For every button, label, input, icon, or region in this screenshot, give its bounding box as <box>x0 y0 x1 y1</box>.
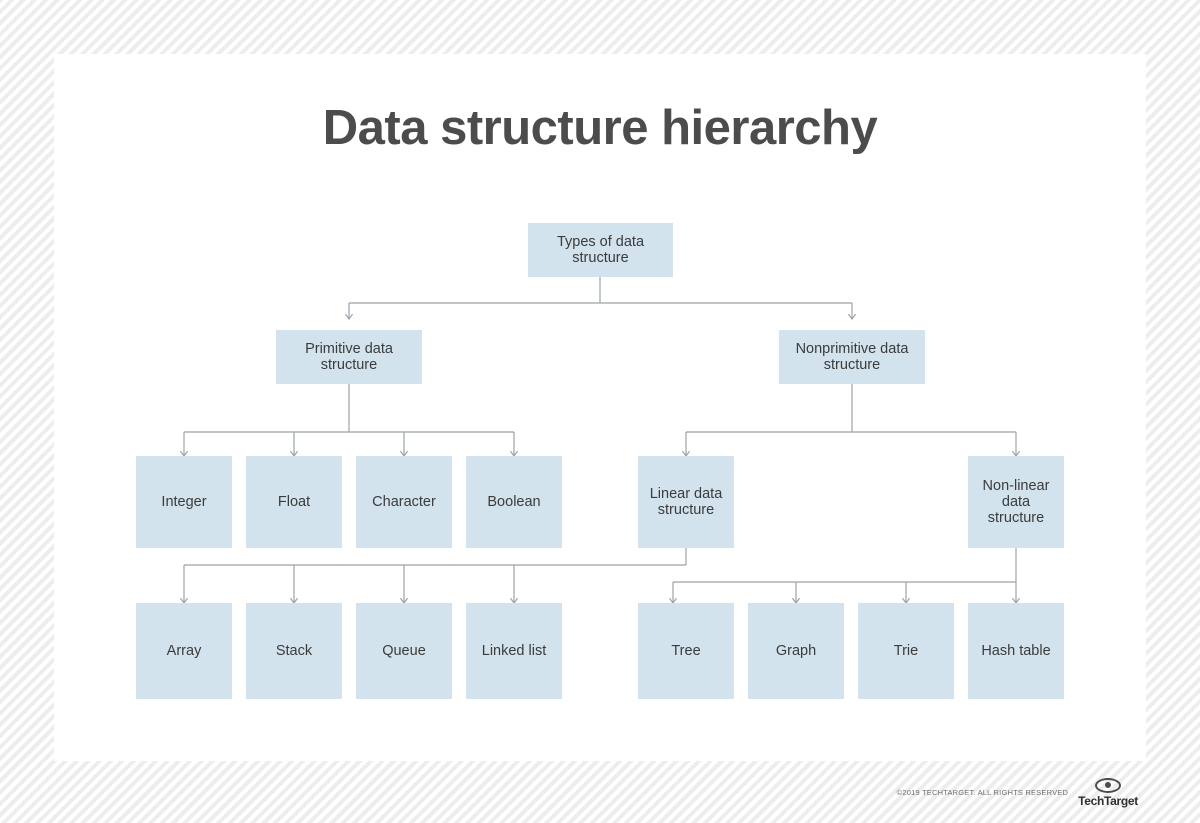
node-trie[interactable] <box>858 603 954 699</box>
node-label: Linear data structure <box>649 486 723 518</box>
node-linear-data-structure[interactable] <box>638 456 734 548</box>
node-hash-table[interactable] <box>968 603 1064 699</box>
node-linked-list[interactable] <box>466 603 562 699</box>
diagram-canvas <box>54 54 1146 761</box>
node-label: Integer <box>161 494 207 510</box>
node-label: Nonprimitive data structure <box>795 341 909 373</box>
node-character[interactable] <box>356 456 452 548</box>
footer <box>0 761 1146 823</box>
node-primitive-data-structure[interactable] <box>276 330 422 384</box>
copyright-text: ©2019 TECHTARGET. ALL RIGHTS RESERVED <box>896 787 1069 797</box>
node-label: Hash table <box>981 643 1051 659</box>
node-label: Graph <box>775 643 817 659</box>
node-types-of-data-structure[interactable] <box>528 223 673 277</box>
node-label: Float <box>277 494 311 510</box>
node-label: Stack <box>275 643 313 659</box>
node-tree[interactable] <box>638 603 734 699</box>
node-label: Queue <box>382 643 426 659</box>
node-queue[interactable] <box>356 603 452 699</box>
brand-name: TechTarget <box>1078 793 1138 808</box>
node-float[interactable] <box>246 456 342 548</box>
node-nonprimitive-data-structure[interactable] <box>779 330 925 384</box>
node-label: Character <box>372 494 436 510</box>
page-title: Data structure hierarchy <box>322 101 878 155</box>
node-label: Types of data structure <box>556 234 645 266</box>
node-integer[interactable] <box>136 456 232 548</box>
node-non-linear-data-structure[interactable] <box>968 456 1064 548</box>
node-label: Array <box>166 643 202 659</box>
node-stack[interactable] <box>246 603 342 699</box>
techtarget-logo <box>1078 778 1138 807</box>
node-label: Trie <box>893 643 919 659</box>
node-graph[interactable] <box>748 603 844 699</box>
node-label: Primitive data structure <box>305 341 393 373</box>
node-label: Non-linear data structure <box>982 478 1050 526</box>
node-label: Tree <box>671 643 701 659</box>
node-array[interactable] <box>136 603 232 699</box>
node-boolean[interactable] <box>466 456 562 548</box>
eye-icon <box>1095 778 1121 793</box>
node-label: Linked list <box>481 643 547 659</box>
node-label: Boolean <box>487 494 541 510</box>
